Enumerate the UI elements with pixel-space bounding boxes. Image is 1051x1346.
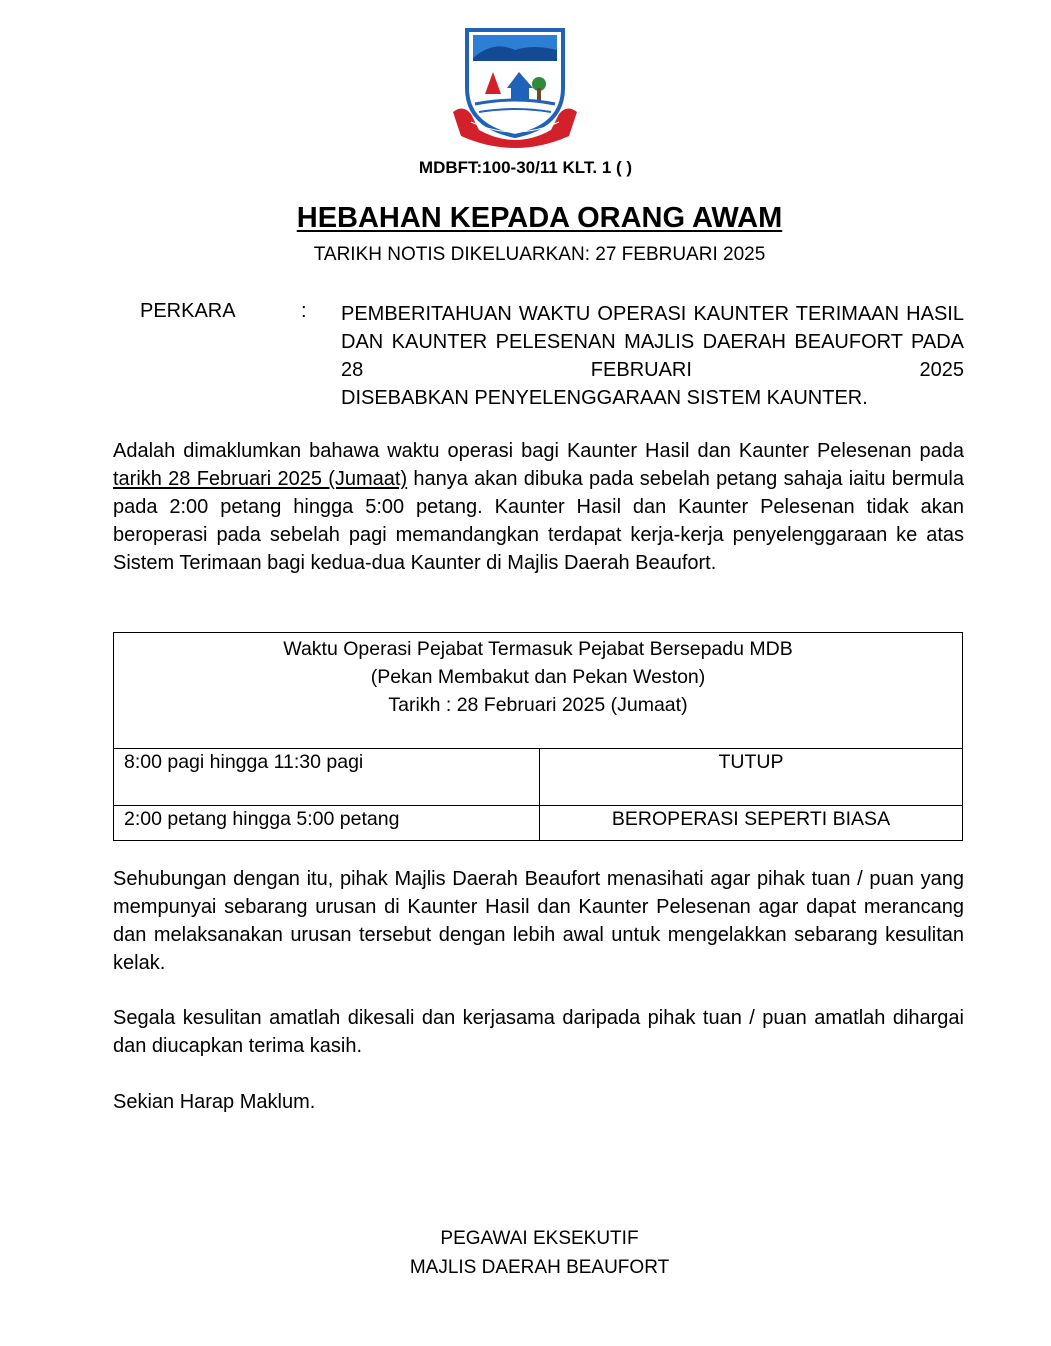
reference-number: MDBFT:100-30/11 KLT. 1 ( ) [418,158,633,177]
subject-text-main: PEMBERITAHUAN WAKTU OPERASI KAUNTER TERIMAAN HASIL DAN KAUNTER PELESENAN MAJLIS DAERAH BEAUFORT PADA 28 FEBRUARI 2025 [341,303,964,381]
signature-organisation: MAJLIS DAERAH BEAUFORT [409,1257,670,1278]
table-cell-time: 2:00 petang hingga 5:00 petang [114,806,540,841]
table-header-line-1: Waktu Operasi Pejabat Termasuk Pejabat Bersepadu MDB [283,638,793,660]
majlis-daerah-beaufort-crest-logo [449,26,581,150]
signature-block [0,1224,1051,1282]
paragraph-advice: Sehubungan dengan itu, pihak Majlis Daerah Beaufort menasihati agar pihak tuan / puan yang mempunyai sebarang urusan di Kaunter Hasil dan Kaunter Pelesenan agar dapat merancang dan melaksanakan urusan tersebut dengan lebih awal untuk mengelakkan sebarang kesulitan kelak. [113,868,964,974]
subject-colon: : [301,300,307,322]
notice-issued-date: TARIKH NOTIS DIKELUARKAN: 27 FEBRUARI 2025 [313,244,766,265]
table-header-line-3: Tarikh : 28 Februari 2025 (Jumaat) [388,694,688,716]
subject-label: PERKARA [140,300,236,322]
table-cell-time: 8:00 pagi hingga 11:30 pagi [114,749,540,806]
signature-title: PEGAWAI EKSEKUTIF [440,1228,639,1249]
table-row [114,749,963,806]
paragraph-announcement-end: hanya akan dibuka pada sebelah petang sahaja iaitu bermula pada 2:00 petang hingga 5:00 petang. Kaunter Hasil dan Kaunter Pelesenan tidak akan beroperasi pada sebelah pagi memandangkan terdapat kerja-kerja penyelenggaraan ke atas Sistem Terimaan bagi kedua-dua Kaunter di Majlis Daerah Beaufort. [113,468,964,574]
operating-hours-table [113,632,963,841]
table-cell-status: TUTUP [540,749,963,806]
table-cell-status: BEROPERASI SEPERTI BIASA [540,806,963,841]
notice-title-text: HEBAHAN KEPADA ORANG AWAM [296,202,783,234]
paragraph-apology: Segala kesulitan amatlah dikesali dan kerjasama daripada pihak tuan / puan amatlah dihargai dan diucapkan terima kasih. [113,1007,964,1057]
table-header-line-2: (Pekan Membakut dan Pekan Weston) [370,666,706,688]
paragraph-announcement-date: tarikh 28 Februari 2025 (Jumaat) [113,468,408,490]
notice-title [0,202,1051,235]
paragraph-announcement [113,437,964,577]
closing-remark: Sekian Harap Maklum. [113,1091,316,1113]
subject-text [341,300,964,412]
paragraph-announcement-start: Adalah dimaklumkan bahawa waktu operasi bagi Kaunter Hasil dan Kaunter Pelesenan pada [113,440,964,462]
table-header-cell [114,633,963,749]
subject-text-last: DISEBABKAN PENYELENGGARAAN SISTEM KAUNTER. [341,387,868,409]
table-row [114,806,963,841]
